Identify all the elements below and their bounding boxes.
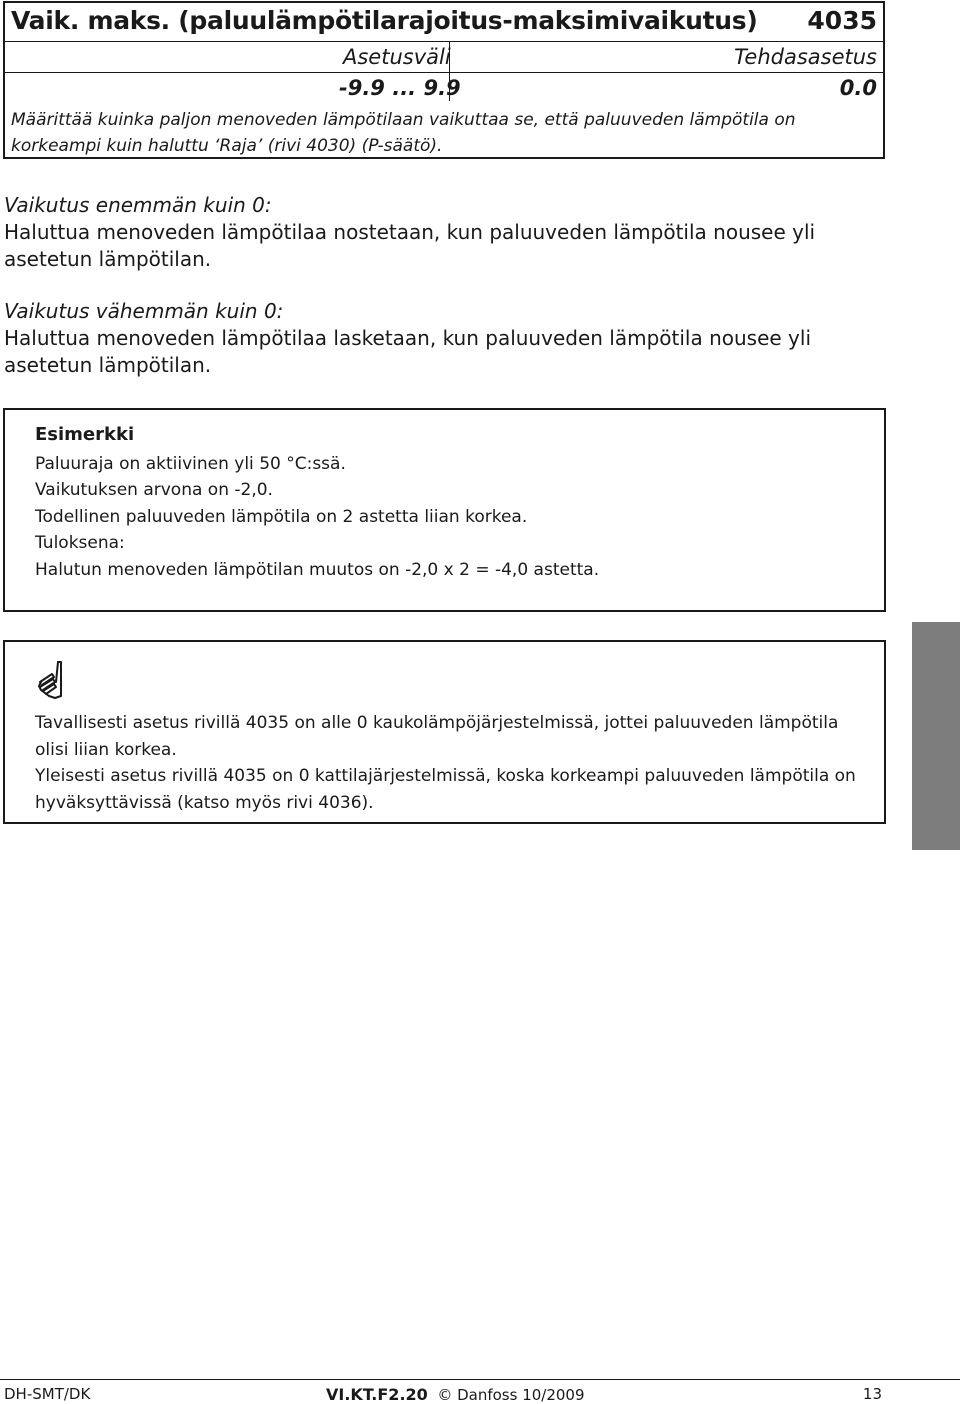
footer-code: VI.KT.F2.20 (326, 1385, 428, 1404)
example-line: Vaikutuksen arvona on -2,0. (35, 480, 273, 500)
example-line: Paluuraja on aktiivinen yli 50 °C:ssä. (35, 453, 346, 474)
parameter-table (3, 1, 885, 159)
note-paragraph: Tavallisesti asetus rivillä 4035 on alle 0 kaukolämpöjärjestelmissä, jottei paluuveden lämpötila olisi liian korkea. (35, 713, 839, 760)
effect-above-text: Haluttua menoveden lämpötilaa nostetaan, kun paluuveden lämpötila nousee yli asetetun lämpötilan. (4, 220, 816, 271)
effect-above-heading: Vaikutus enemmän kuin 0: (4, 193, 272, 217)
default-value: 0.0 (839, 76, 877, 100)
parameter-number: 4035 (807, 6, 877, 35)
range-value: -9.9 ... 9.9 (339, 76, 461, 100)
side-tab (912, 622, 960, 850)
footer-center (326, 1385, 585, 1404)
footer-divider (0, 1379, 960, 1380)
note-box (3, 640, 886, 824)
footer-copyright: © Danfoss 10/2009 (437, 1386, 585, 1404)
effect-below-heading: Vaikutus vähemmän kuin 0: (4, 299, 284, 323)
default-header: Tehdasasetus (734, 45, 877, 69)
example-box (3, 408, 886, 612)
note-paragraph: Yleisesti asetus rivillä 4035 on 0 kattilajärjestelmissä, koska korkeampi paluuveden lämpötila on hyväksyttävissä (katso myös rivi 4036). (35, 766, 856, 813)
parameter-title: Vaik. maks. (paluulämpötilarajoitus-maksimivaikutus) (11, 6, 758, 35)
example-line: Tuloksena: (35, 533, 125, 553)
hand-pointing-icon (36, 660, 66, 700)
effect-above-section (4, 192, 864, 273)
parameter-header-row (5, 3, 883, 42)
row-divider (5, 72, 883, 73)
range-header: Asetusväli (343, 45, 451, 69)
example-title: Esimerkki (35, 424, 135, 445)
example-line: Todellinen paluuveden lämpötila on 2 astetta liian korkea. (35, 506, 528, 527)
footer-left: DH-SMT/DK (4, 1385, 91, 1403)
parameter-description: Määrittää kuinka paljon menoveden lämpötilaan vaikuttaa se, että paluuveden lämpötila on korkeampi kuin haluttu ‘Raja’ (rivi 4030) (P-säätö). (11, 110, 796, 156)
example-line: Halutun menoveden lämpötilan muutos on -2,0 x 2 = -4,0 astetta. (35, 559, 600, 580)
effect-below-section (4, 298, 864, 379)
effect-below-text: Haluttua menoveden lämpötilaa lasketaan, kun paluuveden lämpötila nousee yli asetetun lämpötilan. (4, 326, 812, 377)
page-number: 13 (862, 1385, 882, 1403)
